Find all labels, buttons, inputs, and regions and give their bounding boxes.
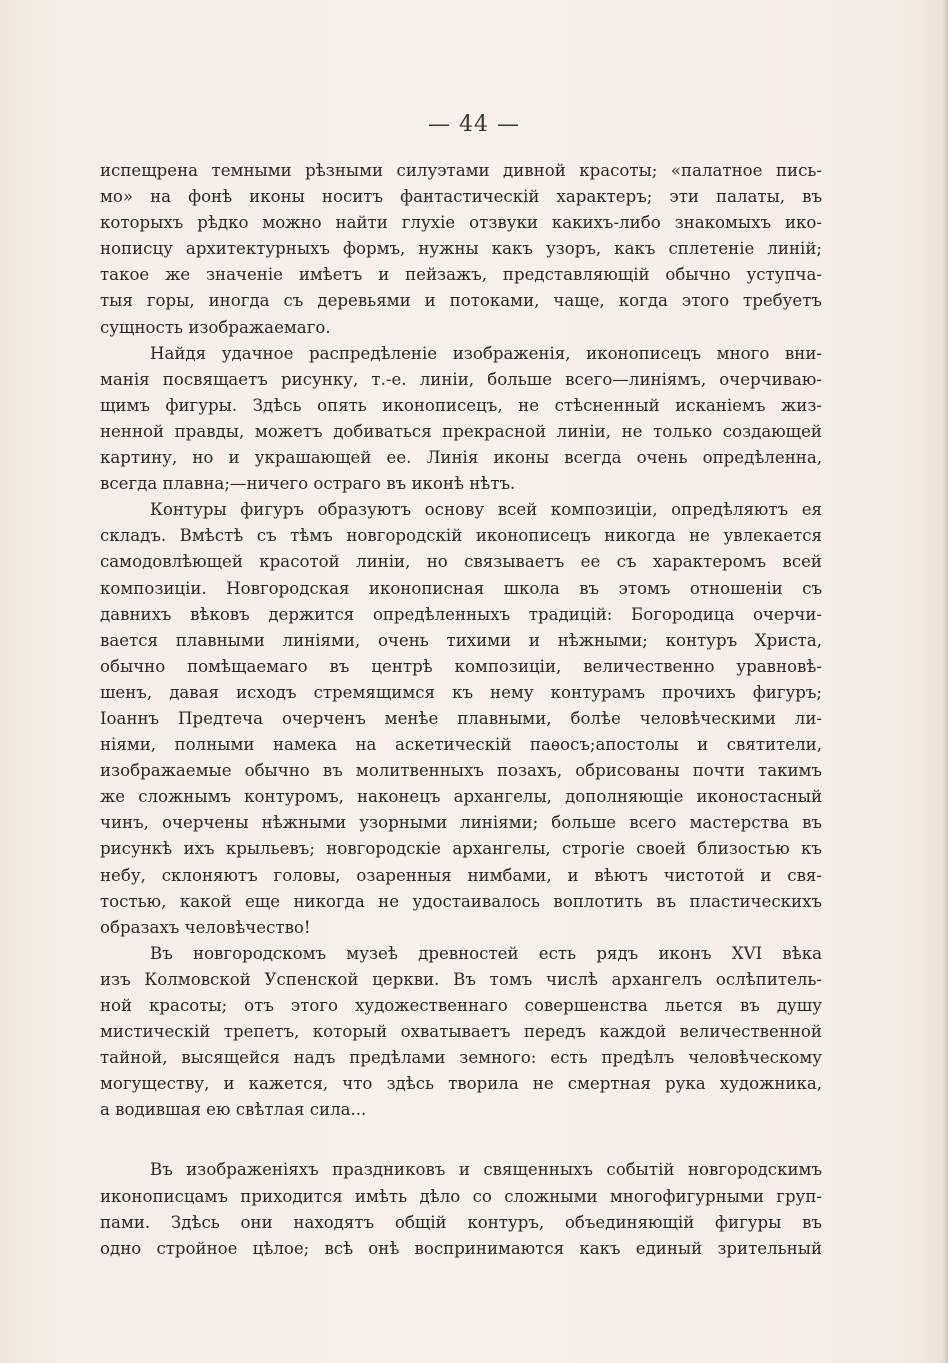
page-number: — 44 — (428, 112, 520, 137)
text-line: а водившая ею свѣтлая сила... (100, 1100, 367, 1120)
body-text (100, 158, 822, 1262)
section-gap (100, 1123, 822, 1157)
text-line: манія посвящаетъ рисунку, т.-е. линіи, больше всего—линіямъ, очерчиваю- (100, 369, 822, 389)
text-line: пами. Здѣсь они находятъ общій контуръ, объединяющій фигуры въ (100, 1212, 822, 1232)
text-line: вается плавными линіями, очень тихими и нѣжными; контуръ Христа, (100, 630, 822, 650)
text-line: Въ изображеніяхъ праздниковъ и священныхъ событій новгородскимъ (150, 1160, 822, 1180)
text-line: складъ. Вмѣстѣ съ тѣмъ новгородскій иконописецъ никогда не увлекается (100, 526, 822, 546)
text-line: всегда плавна;—ничего остраго въ иконѣ нѣтъ. (100, 474, 516, 494)
text-line: сущность изображаемаго. (100, 317, 331, 337)
text-line: шенъ, давая исходъ стремящимся къ нему контурамъ прочихъ фигуръ; (100, 682, 822, 702)
paragraph (100, 158, 822, 341)
text-line: изображаемые обычно въ молитвенныхъ позахъ, обрисованы почти такимъ (100, 761, 822, 781)
paragraph (100, 1157, 822, 1261)
text-line: Найдя удачное распредѣленіе изображенія, иконописецъ много вни- (150, 343, 822, 363)
text-line: Контуры фигуръ образуютъ основу всей композиціи, опредѣляютъ ея (150, 500, 822, 520)
text-line: образахъ человѣчество! (100, 917, 311, 937)
text-line: могуществу, и кажется, что здѣсь творила не смертная рука художника, (100, 1074, 822, 1094)
text-line: Іоаннъ Предтеча очерченъ менѣе плавными, болѣе человѣческими ли- (100, 708, 822, 728)
page-edge-shadow (942, 0, 948, 1363)
text-line: одно стройное цѣлое; всѣ онѣ воспринимаются какъ единый зрительный (100, 1238, 822, 1258)
text-line: такое же значеніе имѣетъ и пейзажъ, представляющій обычно уступча- (100, 265, 822, 285)
text-line: чинъ, очерчены нѣжными узорными линіями; больше всего мастерства въ (100, 813, 822, 833)
text-line: мистическій трепетъ, который охватываетъ передъ каждой величественной (100, 1022, 822, 1042)
text-line: самодовлѣющей красотой линіи, но связываетъ ее съ характеромъ всей (100, 552, 822, 572)
text-line: которыхъ рѣдко можно найти глухіе отзвуки какихъ-либо знакомыхъ ико- (100, 213, 822, 233)
text-line: обычно помѣщаемаго въ центрѣ композиціи, величественно уравновѣ- (100, 656, 822, 676)
text-line: Въ новгородскомъ музеѣ древностей есть рядъ иконъ XVI вѣка (150, 943, 822, 963)
text-line: небу, склоняютъ головы, озаренныя нимбами, и вѣютъ чистотой и свя- (100, 865, 822, 885)
text-line: рисункѣ ихъ крыльевъ; новгородскіе архангелы, строгіе своей близостью къ (100, 839, 822, 859)
paragraph (100, 497, 822, 941)
text-line: щимъ фигуры. Здѣсь опять иконописецъ, не стѣсненный исканіемъ жиз- (100, 395, 822, 415)
paragraph (100, 941, 822, 1124)
text-line: испещрена темными рѣзными силуэтами дивной красоты; «палатное пись- (100, 161, 822, 180)
text-line: изъ Колмовской Успенской церкви. Въ томъ числѣ архангелъ ослѣпитель- (100, 969, 822, 989)
text-line: картину, но и украшающей ее. Линія иконы всегда очень опредѣленна, (100, 448, 822, 468)
text-line: иконописцамъ приходится имѣть дѣло со сложными многофигурными груп- (100, 1186, 822, 1206)
text-line: композиціи. Новгородская иконописная школа въ этомъ отношеніи съ (100, 578, 822, 598)
text-line: ной красоты; отъ этого художественнаго совершенства льется въ душу (100, 996, 822, 1015)
text-line: давнихъ вѣковъ держится опредѣленныхъ традицій: Богородица очерчи- (100, 604, 822, 624)
paragraph (100, 341, 822, 498)
text-line: ненной правды, можетъ добиваться прекрасной линіи, не только создающей (100, 421, 822, 441)
text-line: же сложнымъ контуромъ, наконецъ архангелы, дополняющіе иконостасный (100, 787, 822, 807)
text-line: нописцу архитектурныхъ формъ, нужны какъ узоръ, какъ сплетеніе линій; (100, 239, 822, 259)
text-line: ніями, полными намека на аскетическій паѳосъ;апостолы и святители, (100, 735, 822, 755)
text-line: тыя горы, иногда съ деревьями и потоками, чаще, когда этого требуетъ (100, 291, 822, 311)
text-line: тостью, какой еще никогда не удостаивалось воплотить въ пластическихъ (100, 891, 822, 911)
text-line: тайной, высящейся надъ предѣлами земного: есть предѣлъ человѣческому (100, 1048, 822, 1068)
text-line: мо» на фонѣ иконы носитъ фантастическій характеръ; эти палаты, въ (100, 187, 822, 207)
